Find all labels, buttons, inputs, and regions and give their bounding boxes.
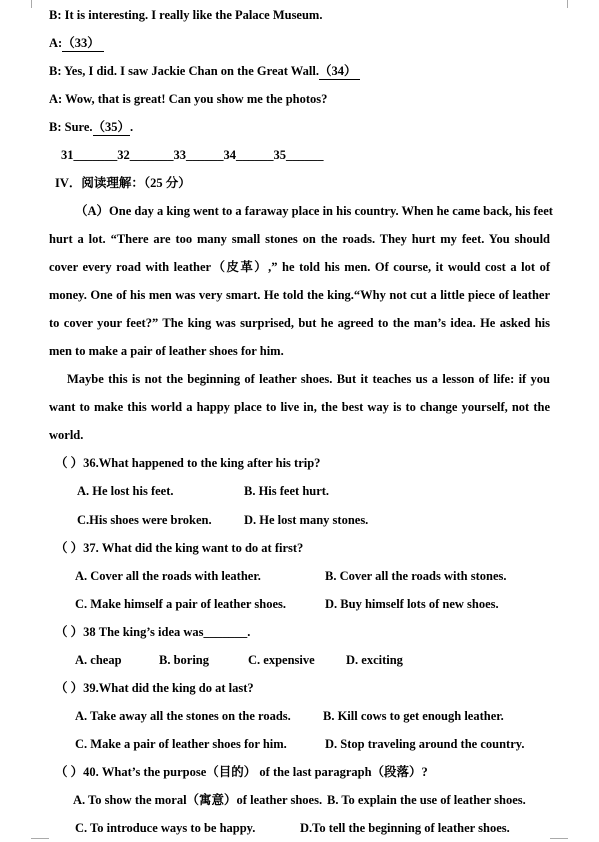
dialogue-line-1: B: It is interesting. I really like the Palace Museum. — [49, 8, 323, 22]
passage-line: want to make this world a happy place to live in, the best way is to change yourself, not the — [49, 400, 550, 414]
question-36: （ ）36.What happened to the king after his trip? — [55, 456, 321, 470]
answer-slot: 33______ — [173, 148, 224, 162]
dialogue-line-4: A: Wow, that is great! Can you show me the photos? — [49, 92, 328, 106]
answer-slot: 34______ — [223, 148, 274, 162]
dialogue-line-5 — [49, 119, 133, 136]
option-38-b: B. boring — [159, 653, 210, 667]
option-37-a: A. Cover all the roads with leather. — [75, 569, 261, 583]
dialogue-text: . — [130, 120, 134, 134]
passage-line: （A）One day a king went to a faraway place in his country. When he came back, his feet — [75, 204, 553, 218]
option-39-b: B. Kill cows to get enough leather. — [323, 709, 504, 723]
answer-blank-34: （34） — [319, 63, 361, 80]
option-36-c: C.His shoes were broken. — [77, 513, 212, 527]
option-38-a: A. cheap — [75, 653, 122, 667]
option-40-a: A. To show the moral（寓意）of leather shoes. — [73, 793, 323, 807]
option-36-b: B. His feet hurt. — [244, 484, 330, 498]
option-38-c: C. expensive — [248, 653, 315, 667]
speaker-label: A: — [49, 36, 63, 50]
dialogue-line-2 — [49, 35, 104, 52]
option-38-d: D. exciting — [346, 653, 403, 667]
question-37: （ ）37. What did the king want to do at first? — [55, 541, 304, 555]
option-39-a: A. Take away all the stones on the roads. — [75, 709, 291, 723]
dialogue-text: B: Yes, I did. I saw Jackie Chan on the Great Wall. — [49, 64, 319, 78]
question-39: （ ）39.What did the king do at last? — [55, 681, 254, 695]
question-40: （ ）40. What’s the purpose（目的） of the last paragraph（段落）? — [55, 765, 428, 779]
dialogue-line-3 — [49, 63, 360, 80]
corner-mark-top-left — [31, 0, 32, 8]
passage-line: Maybe this is not the beginning of leather shoes. But it teaches us a lesson of life: if you — [67, 372, 550, 386]
question-38: （ ）38 The king’s idea was_______. — [55, 625, 251, 639]
passage-line: money. One of his men was very smart. He told the king.“Why not cut a little piece of leather — [49, 288, 550, 302]
passage-line: men to make a pair of leather shoes for him. — [49, 344, 284, 358]
option-37-d: D. Buy himself lots of new shoes. — [325, 597, 499, 611]
option-40-b: B. To explain the use of leather shoes. — [327, 793, 526, 807]
answer-slot: 31_______ — [61, 148, 118, 162]
option-37-b: B. Cover all the roads with stones. — [325, 569, 507, 583]
dialogue-text: B: Sure. — [49, 120, 93, 134]
answer-slot: 32_______ — [117, 148, 174, 162]
section-heading: IV．阅读理解：（25 分） — [55, 176, 191, 190]
passage-line: cover every road with leather（皮革）,” he told his men. Of course, it would cost a lot of — [49, 260, 550, 274]
option-36-d: D. He lost many stones. — [244, 513, 369, 527]
answer-line — [61, 147, 324, 163]
option-39-d: D. Stop traveling around the country. — [325, 737, 525, 751]
answer-slot: 35______ — [273, 148, 324, 162]
passage-line: world. — [49, 428, 84, 442]
option-40-d: D.To tell the beginning of leather shoes. — [300, 821, 510, 835]
option-37-c: C. Make himself a pair of leather shoes. — [75, 597, 286, 611]
passage-line: hurt a lot. “There are too many small stones on the roads. They hurt my feet. You should — [49, 232, 550, 246]
corner-mark-bottom-left — [31, 838, 49, 839]
corner-mark-top-right — [567, 0, 568, 8]
answer-blank-33: （33） — [62, 35, 104, 52]
answer-blank-35: （35） — [92, 120, 131, 134]
option-36-a: A. He lost his feet. — [77, 484, 174, 498]
corner-mark-bottom-right — [550, 838, 568, 839]
option-40-c: C. To introduce ways to be happy. — [75, 821, 256, 835]
option-39-c: C. Make a pair of leather shoes for him. — [75, 737, 287, 751]
passage-line: to cover your feet?” The king was surprised, but he agreed to the man’s idea. He asked his — [49, 316, 550, 330]
